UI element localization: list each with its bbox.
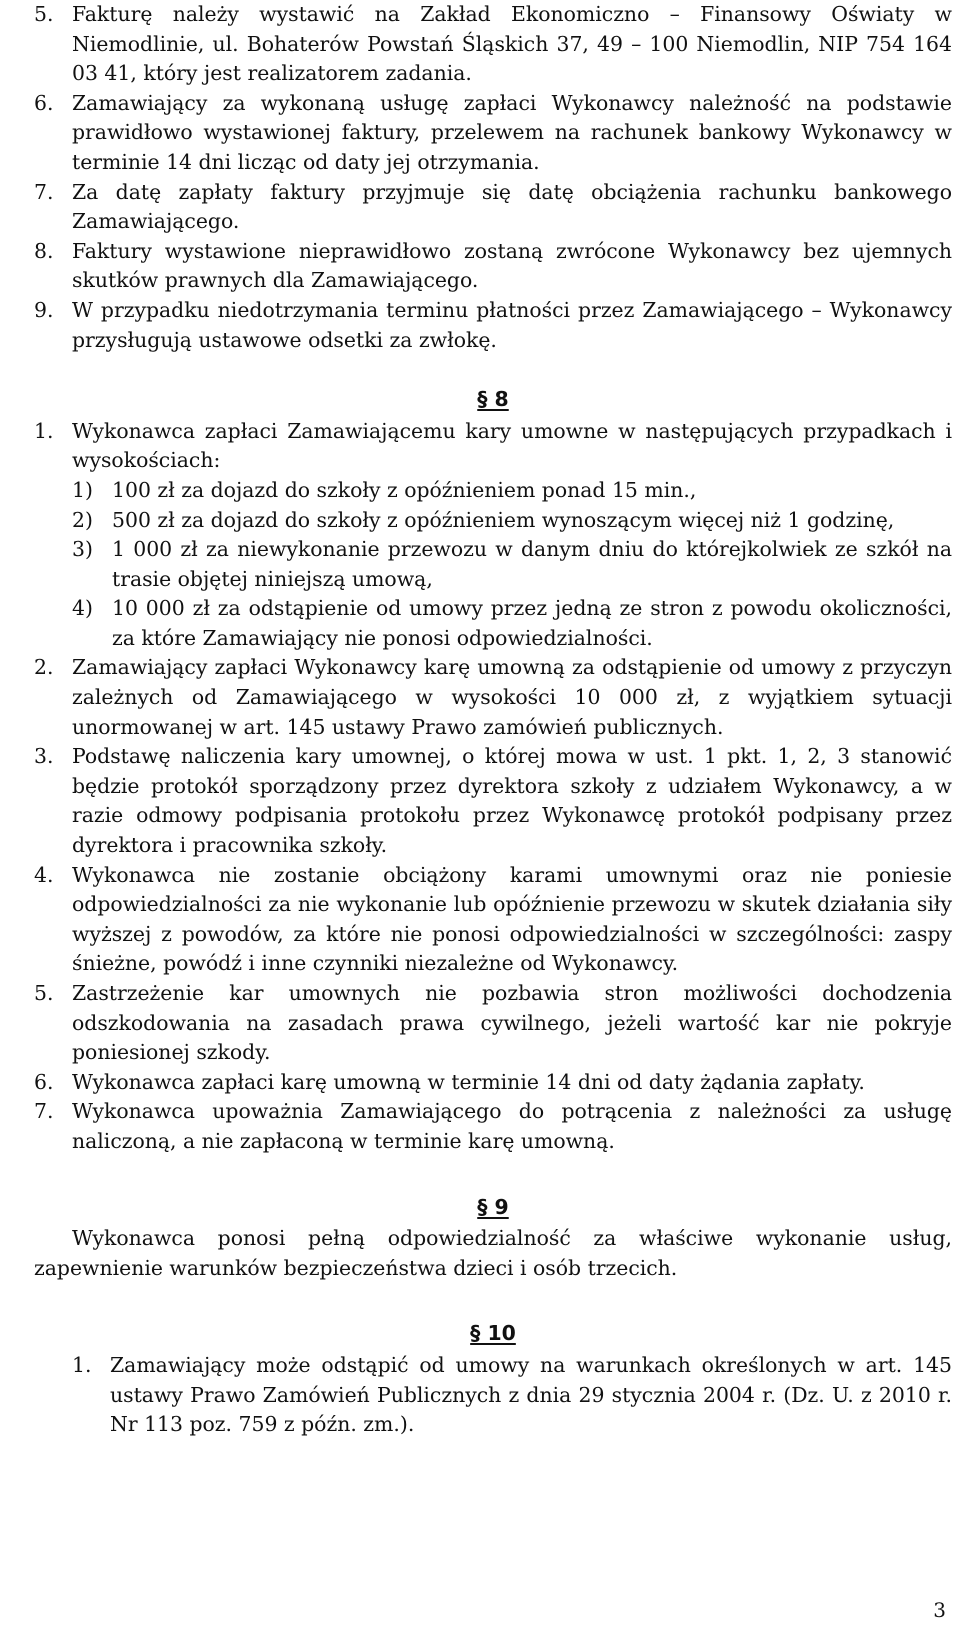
sub-list-item (72, 594, 952, 653)
item-number: 5. (34, 981, 54, 1005)
section-9-paragraph: Wykonawca ponosi pełną odpowiedzialność za właściwe wykonanie usług, zapewnienie warunków bezpieczeństwa dzieci i osób trzecich. (34, 1226, 952, 1280)
sub-list-item (72, 476, 952, 506)
item-text: Faktury wystawione nieprawidłowo zostaną zwrócone Wykonawcy bez ujemnych skutków prawnych dla Zamawiającego. (72, 238, 952, 293)
sub-item-text: 100 zł za dojazd do szkoły z opóźnieniem ponad 15 min., (112, 477, 697, 502)
sub-item-number: 1) (72, 477, 93, 502)
spacer (34, 355, 952, 371)
item-number: 3. (34, 744, 54, 769)
sub-list-item (72, 535, 952, 594)
section-heading-9: § 9 (477, 1194, 509, 1219)
list-item (34, 237, 952, 296)
item-text: Podstawę naliczenia kary umownej, o której mowa w ust. 1 pkt. 1, 2, 3 stanowić będzie protokół sporządzony przez dyrektora szkoły z udziałem Wykonawcy, a w razie odmowy podpisania protokołu przez Wykonawcę protokół podpisany przez dyrektora i pracownika szkoły. (72, 744, 952, 858)
item-text: W przypadku niedotrzymania terminu płatności przez Zamawiającego – Wykonawcy przysługują ustawowe odsetki za zwłokę. (72, 297, 952, 352)
item-number: 2. (34, 655, 54, 680)
sub-item-text: 500 zł za dojazd do szkoły z opóźnieniem wynoszącym więcej niż 1 godzinę, (112, 507, 895, 532)
item-text: Wykonawca upoważnia Zamawiającego do potrącenia z należności za usługę naliczoną, a nie zapłaconą w terminie karę umowną. (72, 1099, 952, 1153)
spacer (34, 1283, 952, 1305)
item-number: 8. (34, 238, 54, 263)
list-item (34, 296, 952, 355)
list-item (34, 979, 952, 1068)
item-number: 7. (34, 179, 54, 204)
item-number: 4. (34, 862, 54, 887)
list-item (34, 1097, 952, 1156)
item-number: 9. (34, 297, 54, 322)
item-number: 5. (34, 2, 54, 26)
sub-item-number: 3) (72, 537, 93, 562)
item-text: Fakturę należy wystawić na Zakład Ekonomiczno – Finansowy Oświaty w Niemodlinie, ul. Bohaterów Powstań Śląskich 37, 49 – 100 Niemodlin, NIP 754 164 03 41, który jest realizatorem zadania. (72, 2, 952, 86)
list-item (34, 89, 952, 178)
list-item (34, 653, 952, 742)
sub-item-number: 4) (72, 596, 93, 621)
list-item (34, 1068, 952, 1098)
item-text: Wykonawca nie zostanie obciążony karami umownymi oraz nie poniesie odpowiedzialności za nie wykonanie lub opóźnienie przewozu w skutek działania siły wyższej z powodów, za które nie ponosi odpowiedzialności w szczególności: zaspy śnieżne, powódź i inne czynniki niezależne od Wykonawcy. (72, 862, 952, 976)
item-number: 6. (34, 90, 54, 115)
sub-item-text: 1 000 zł za niewykonanie przewozu w danym dniu do którejkolwiek ze szkół na trasie objętej niniejszą umową, (112, 537, 952, 591)
item-number: 6. (34, 1069, 54, 1094)
spacer (34, 1157, 952, 1179)
list-item (34, 861, 952, 979)
page-number: 3 (933, 1598, 946, 1622)
list-item (72, 1351, 952, 1440)
item-text: Zastrzeżenie kar umownych nie pozbawia stron możliwości dochodzenia odszkodowania na zasadach prawa cywilnego, jeżeli wartość kar nie pokryje poniesionej szkody. (72, 981, 952, 1065)
item-number: 7. (34, 1099, 54, 1124)
item-text: Za datę zapłaty faktury przyjmuje się datę obciążenia rachunku bankowego Zamawiającego. (72, 179, 952, 234)
list-item (34, 178, 952, 237)
item-text: Zamawiający zapłaci Wykonawcy karę umowną za odstąpienie od umowy z przyczyn zależnych od Zamawiającego w wysokości 10 000 zł, z wyjątkiem sytuacji unormowanej w art. 145 ustawy Prawo zamówień publicznych. (72, 655, 952, 739)
sub-item-number: 2) (72, 507, 93, 532)
section-heading-8: § 8 (477, 387, 509, 412)
item-number: 1. (34, 418, 54, 443)
item-text: Wykonawca zapłaci karę umowną w terminie 14 dni od daty żądania zapłaty. (72, 1069, 865, 1094)
sub-item-text: 10 000 zł za odstąpienie od umowy przez jedną ze stron z powodu okoliczności, za które Zamawiający nie ponosi odpowiedzialności. (112, 596, 952, 650)
section-heading-10: § 10 (470, 1321, 516, 1346)
list-item (34, 417, 952, 476)
item-number: 1. (72, 1352, 92, 1377)
list-item (34, 0, 952, 89)
list-item (34, 742, 952, 860)
sub-list-item (72, 506, 952, 536)
item-text: Zamawiający może odstąpić od umowy na warunkach określonych w art. 145 ustawy Prawo Zamówień Publicznych z dnia 29 stycznia 2004 r. (Dz. U. z 2010 r. Nr 113 poz. 759 z późn. zm.). (110, 1352, 952, 1437)
item-text: Wykonawca zapłaci Zamawiającemu kary umowne w następujących przypadkach i wysokościach: (72, 418, 952, 473)
document-body (34, 0, 952, 1440)
item-text: Zamawiający za wykonaną usługę zapłaci Wykonawcy należność na podstawie prawidłowo wystawionej faktury, przelewem na rachunek bankowy Wykonawcy w terminie 14 dni licząc od daty jej otrzymania. (72, 90, 952, 174)
